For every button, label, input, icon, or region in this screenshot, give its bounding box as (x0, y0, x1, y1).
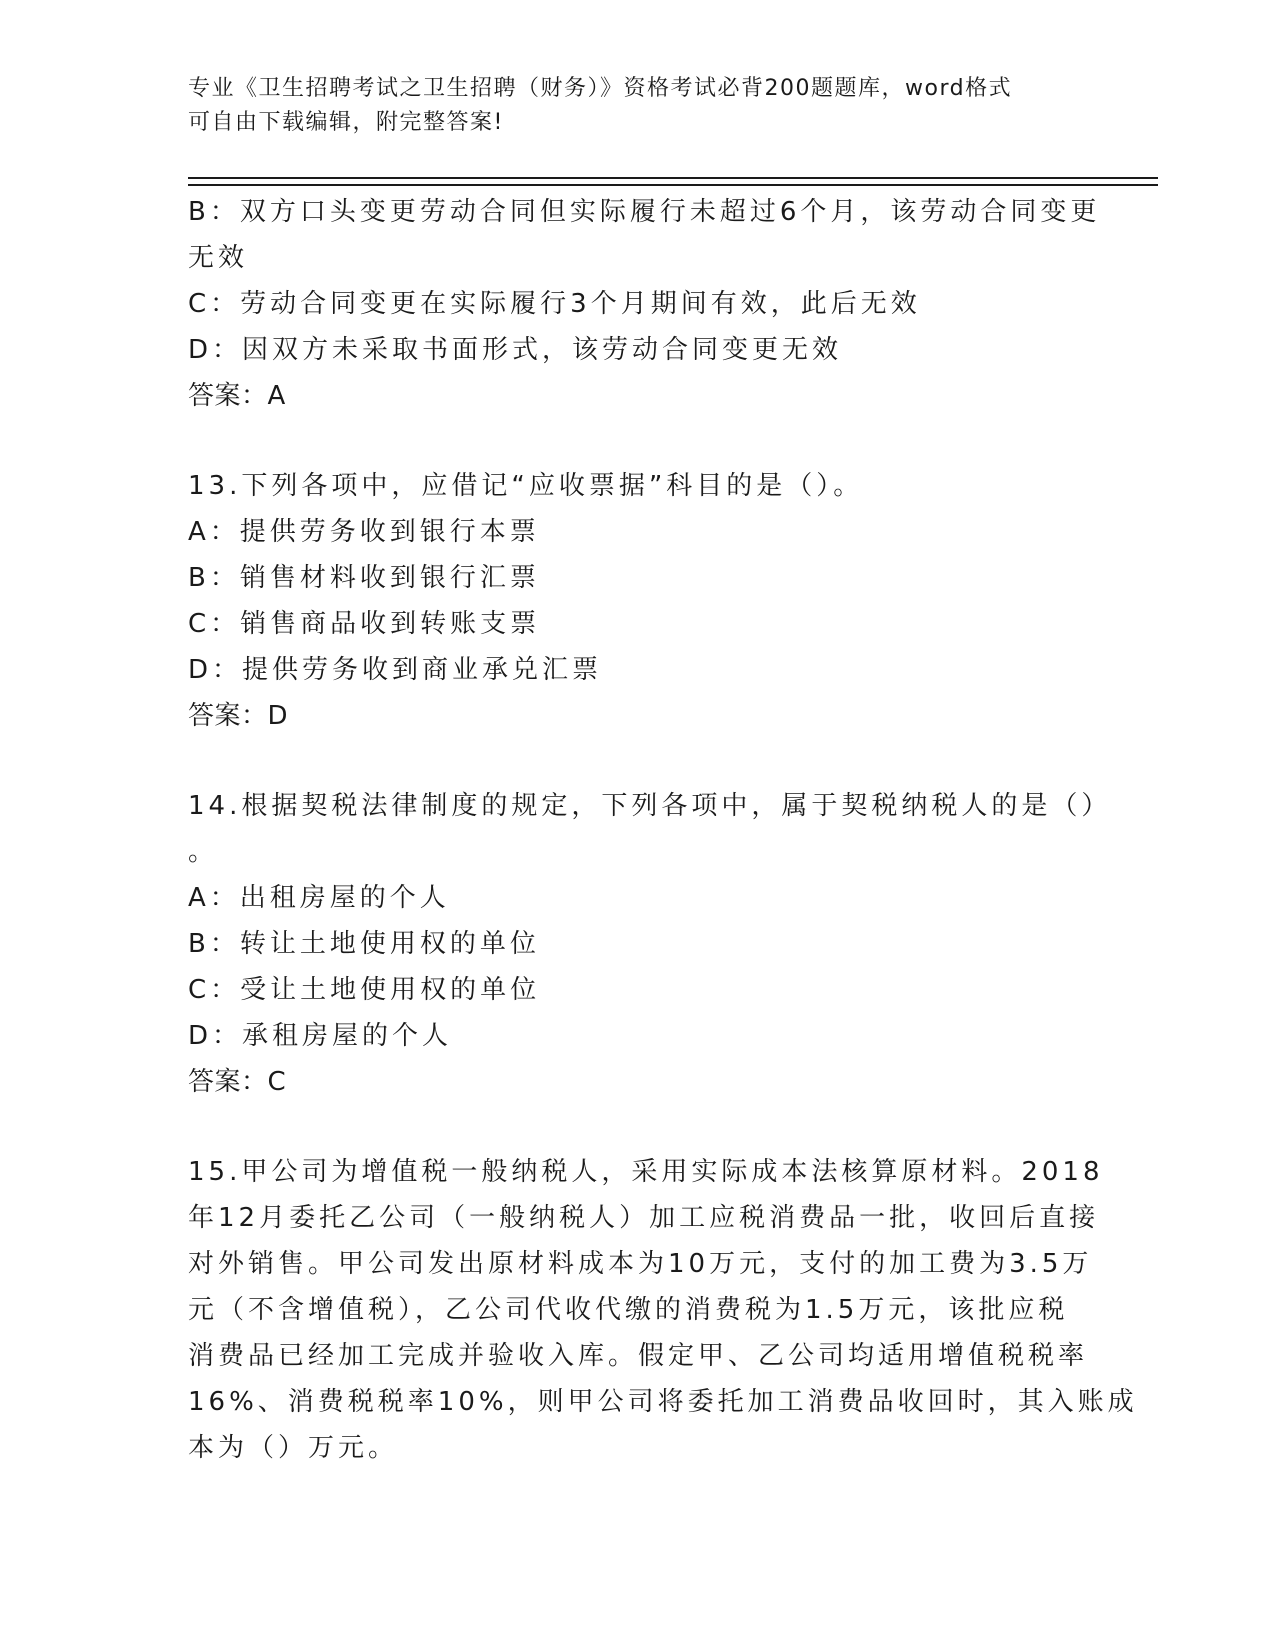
question-stem-line: 本为（）万元。 (188, 1433, 399, 1463)
header-rule-top (188, 177, 1158, 179)
answer: 答案：D (188, 701, 289, 731)
question-content (188, 189, 1138, 1471)
answer: 答案：A (188, 381, 286, 411)
option-d: D：承租房屋的个人 (188, 1021, 453, 1051)
header-rule-bottom (188, 184, 1158, 186)
question-stem-line: 元（不含增值税），乙公司代收代缴的消费税为1.5万元，该批应税 (188, 1295, 1069, 1325)
question-12 (188, 189, 1101, 419)
header-line-1: 专业《卫生招聘考试之卫生招聘（财务）》资格考试必背200题题库，word格式 (188, 76, 1013, 101)
option-b: B：销售材料收到银行汇票 (188, 563, 540, 593)
header-line-2: 可自由下载编辑，附完整答案! (188, 110, 504, 135)
option-b: B：转让土地使用权的单位 (188, 929, 540, 959)
question-stem: 13.下列各项中，应借记“应收票据”科目的是（）。 (188, 471, 864, 501)
question-stem-line: 消费品已经加工完成并验收入库。假定甲、乙公司均适用增值税税率 (188, 1341, 1089, 1371)
question-15 (188, 1149, 1138, 1471)
option-d: D：因双方未采取书面形式，该劳动合同变更无效 (188, 335, 843, 365)
spacer (188, 419, 1088, 463)
answer: 答案：C (188, 1067, 287, 1097)
spacer (188, 1105, 1088, 1149)
question-stem-line: 16%、消费税税率10%，则甲公司将委托加工消费品收回时，其入账成 (188, 1387, 1138, 1417)
option-b-line-2: 无效 (188, 243, 249, 273)
option-c: C：销售商品收到转账支票 (188, 609, 541, 639)
question-13 (188, 463, 1088, 739)
question-14 (188, 783, 1112, 1105)
option-b-line-1: B：双方口头变更劳动合同但实际履行未超过6个月，该劳动合同变更 (188, 197, 1101, 227)
document-header (188, 72, 1068, 140)
question-stem-line: 年12月委托乙公司（一般纳税人）加工应税消费品一批，收回后直接 (188, 1203, 1100, 1233)
question-stem-line: 15.甲公司为增值税一般纳税人，采用实际成本法核算原材料。2018 (188, 1157, 1104, 1187)
option-a: A：出租房屋的个人 (188, 883, 450, 913)
option-d: D：提供劳务收到商业承兑汇票 (188, 655, 603, 685)
spacer (188, 739, 1088, 783)
option-a: A：提供劳务收到银行本票 (188, 517, 540, 547)
option-c: C：劳动合同变更在实际履行3个月期间有效，此后无效 (188, 289, 921, 319)
question-stem-line-2: 。 (188, 837, 219, 867)
question-stem-line-1: 14.根据契税法律制度的规定，下列各项中，属于契税纳税人的是（） (188, 791, 1112, 821)
question-stem-line: 对外销售。甲公司发出原材料成本为10万元，支付的加工费为3.5万 (188, 1249, 1093, 1279)
option-c: C：受让土地使用权的单位 (188, 975, 541, 1005)
